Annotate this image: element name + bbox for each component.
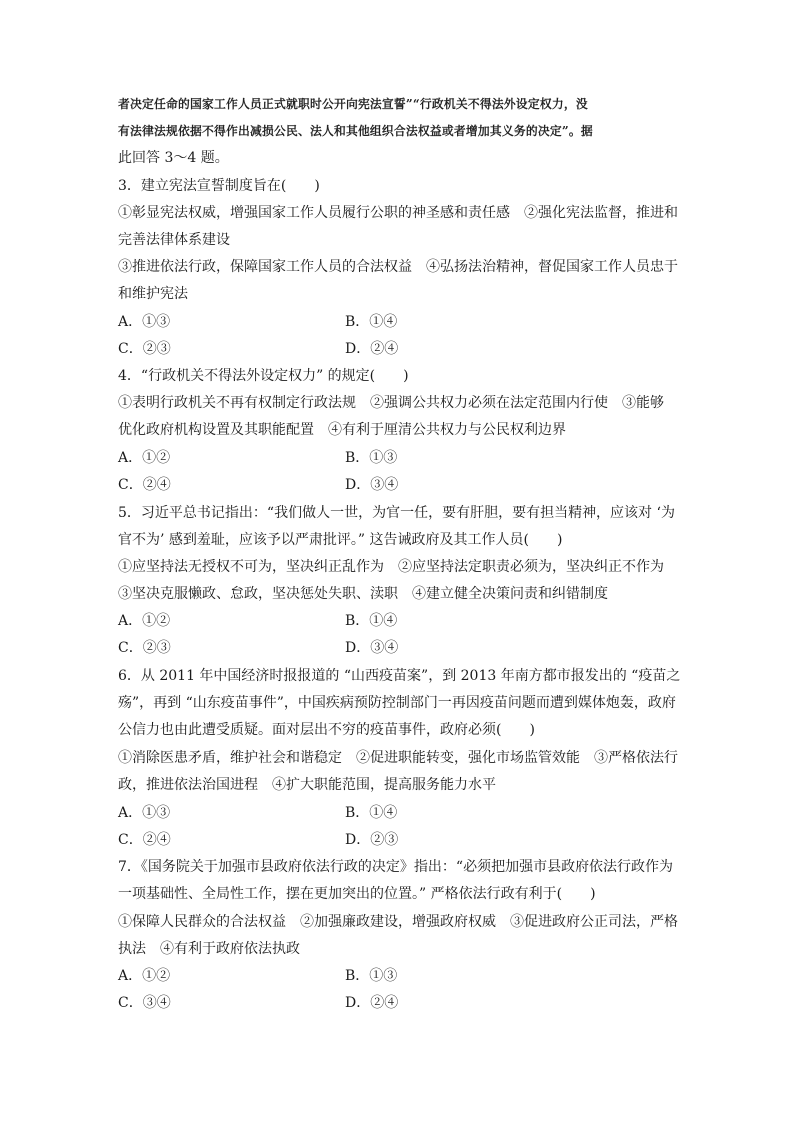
option-c[interactable]: C．②③ — [118, 640, 171, 656]
option-d[interactable]: D．③④ — [345, 477, 399, 493]
question-stem: 5．习近平总书记指出：“我们做人一世，为官一任，要有肝胆，要有担当精神，应该对 ‘为 — [118, 505, 675, 521]
statement-line: ①保障人民群众的合法权益 ②加强廉政建设，增强政府权威 ③促进政府公正司法，严格 — [118, 914, 678, 930]
question-stem: 6．从 2011 年中国经济时报报道的 “山西疫苗案”，到 2013 年南方都市报发出的 “疫苗之 — [118, 668, 681, 684]
option-a[interactable]: A．①③ — [118, 314, 171, 330]
option-c[interactable]: C．②④ — [118, 832, 171, 848]
option-c[interactable]: C．②④ — [118, 477, 171, 493]
statement-line: 完善法律体系建设 — [118, 232, 230, 248]
option-d[interactable]: D．②④ — [345, 995, 399, 1011]
option-a[interactable]: A．①② — [118, 450, 171, 466]
option-a[interactable]: A．①② — [118, 968, 171, 984]
statement-line: ③坚决克服懒政、怠政，坚决惩处失职、渎职 ④建立健全决策问责和纠错制度 — [118, 586, 608, 602]
option-b[interactable]: B．①④ — [345, 314, 398, 330]
option-d[interactable]: D．②③ — [345, 832, 399, 848]
option-b[interactable]: B．①③ — [345, 968, 398, 984]
option-a[interactable]: A．①③ — [118, 805, 171, 821]
statement-line: 执法 ④有利于政府依法执政 — [118, 941, 300, 957]
statement-line: 和维护宪法 — [118, 286, 188, 302]
question-stem: 殇”，再到 “山东疫苗事件”，中国疾病预防控制部门一再因疫苗问题而遭到媒体炮轰，政府 — [118, 695, 676, 711]
question-stem: 一项基础性、全局性工作，摆在更加突出的位置。” 严格依法行政有利于( ) — [118, 886, 596, 902]
intro-line: 者决定任命的国家工作人员正式就职时公开向宪法宣誓”“行政机关不得法外设定权力，没 — [118, 97, 588, 111]
question-stem: 4．“行政机关不得法外设定权力” 的规定( ) — [118, 368, 409, 384]
question-stem: 3．建立宪法宣誓制度旨在( ) — [118, 178, 320, 194]
question-stem: 官不为’ 感到羞耻，应该予以严肃批评。” 这告诫政府及其工作人员( ) — [118, 532, 563, 548]
statement-line: ①彰显宪法权威，增强国家工作人员履行公职的神圣感和责任感 ②强化宪法监督，推进和 — [118, 205, 678, 221]
intro-line: 此回答 3～4 题。 — [118, 150, 229, 166]
option-c[interactable]: C．③④ — [118, 995, 171, 1011]
intro-line: 有法律法规依据不得作出减损公民、法人和其他组织合法权益或者增加其义务的决定”。据 — [118, 124, 593, 138]
statement-line: ①表明行政机关不再有权制定行政法规 ②强调公共权力必须在法定范围内行使 ③能够 — [118, 395, 664, 411]
question-stem: 公信力也由此遭受质疑。面对层出不穷的疫苗事件，政府必须( ) — [118, 722, 535, 738]
statement-line: 政，推进依法治国进程 ④扩大职能范围，提高服务能力水平 — [118, 777, 496, 793]
option-b[interactable]: B．①③ — [345, 450, 398, 466]
option-a[interactable]: A．①② — [118, 613, 171, 629]
statement-line: ③推进依法行政，保障国家工作人员的合法权益 ④弘扬法治精神，督促国家工作人员忠于 — [118, 259, 678, 275]
question-stem: 7．《国务院关于加强市县政府依法行政的决定》指出：“必须把加强市县政府依法行政作为 — [118, 859, 674, 875]
option-b[interactable]: B．①④ — [345, 613, 398, 629]
option-b[interactable]: B．①④ — [345, 805, 398, 821]
statement-line: ①消除医患矛盾，维护社会和谐稳定 ②促进职能转变，强化市场监管效能 ③严格依法行 — [118, 750, 678, 766]
option-d[interactable]: D．③④ — [345, 640, 399, 656]
statement-line: 优化政府机构设置及其职能配置 ④有利于厘清公共权力与公民权利边界 — [118, 422, 566, 438]
statement-line: ①应坚持法无授权不可为，坚决纠正乱作为 ②应坚持法定职责必须为，坚决纠正不作为 — [118, 559, 664, 575]
option-d[interactable]: D．②④ — [345, 341, 399, 357]
option-c[interactable]: C．②③ — [118, 341, 171, 357]
